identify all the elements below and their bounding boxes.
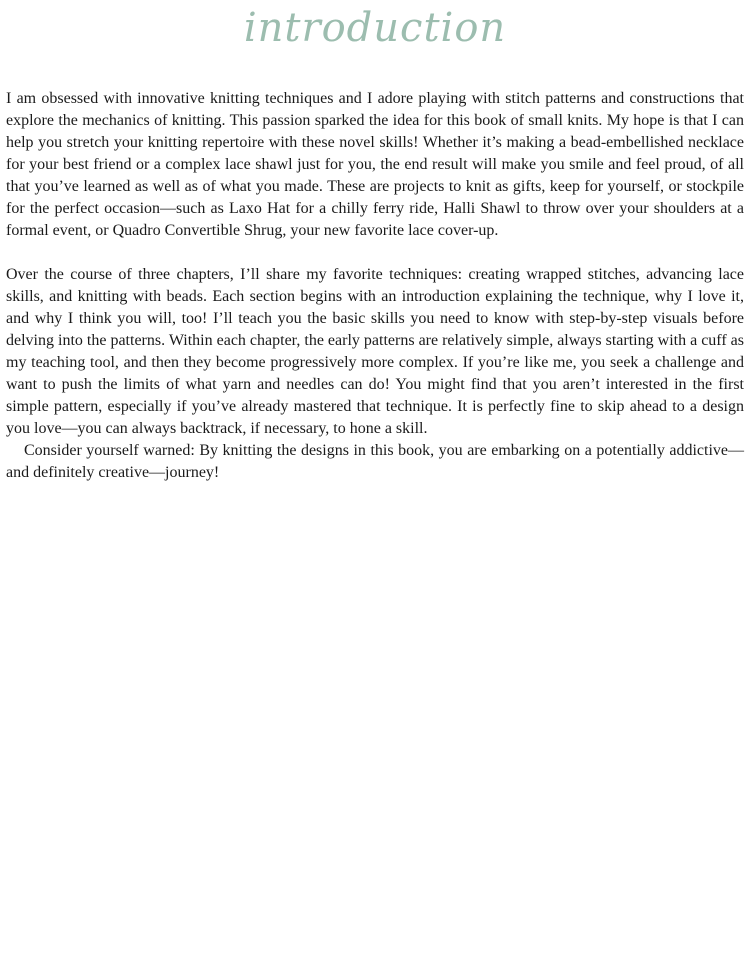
paragraph-1: I am obsessed with innovative knitting techniques and I adore playing with stitch patterns and constructions that explore the mechanics of knitting. This passion sparked the idea for this book of small knits. My hope is that I can help you stretch your knitting repertoire with these novel skills! Whether it’s making a bead-embellished necklace for your best friend or a complex lace shawl just for you, the end result will make you smile and feel proud, of all that you’ve learned as well as of what you made. These are projects to knit as gifts, keep for yourself, or stockpile for the perfect occasion—such as Laxo Hat for a chilly ferry ride, Halli Shawl to throw over your shoulders at a formal event, or Quadro Convertible Shrug, your new favorite lace cover-up. (6, 90, 744, 239)
body-text (6, 88, 744, 484)
paragraph-2: Over the course of three chapters, I’ll share my favorite techniques: creating wrapped stitches, advancing lace skills, and knitting with beads. Each section begins with an introduction explaining the technique, why I love it, and why I think you will, too! I’ll teach you the basic skills you need to know with step-by-step visuals before delving into the patterns. Within each chapter, the early patterns are relatively simple, always starting with a cuff as my teaching tool, and then they become progressively more complex. If you’re like me, you seek a challenge and want to push the limits of what yarn and needles can do! You might find that you aren’t interested in the first simple pattern, especially if you’ve already mastered that technique. It is perfectly fine to skip ahead to a design you love—you can always backtrack, if necessary, to hone a skill. (6, 266, 744, 437)
page-title: introduction (243, 5, 507, 51)
paragraph-3: Consider yourself warned: By knitting the designs in this book, you are embarking on a potentially addictive—and definitely creative—journey! (6, 442, 744, 481)
